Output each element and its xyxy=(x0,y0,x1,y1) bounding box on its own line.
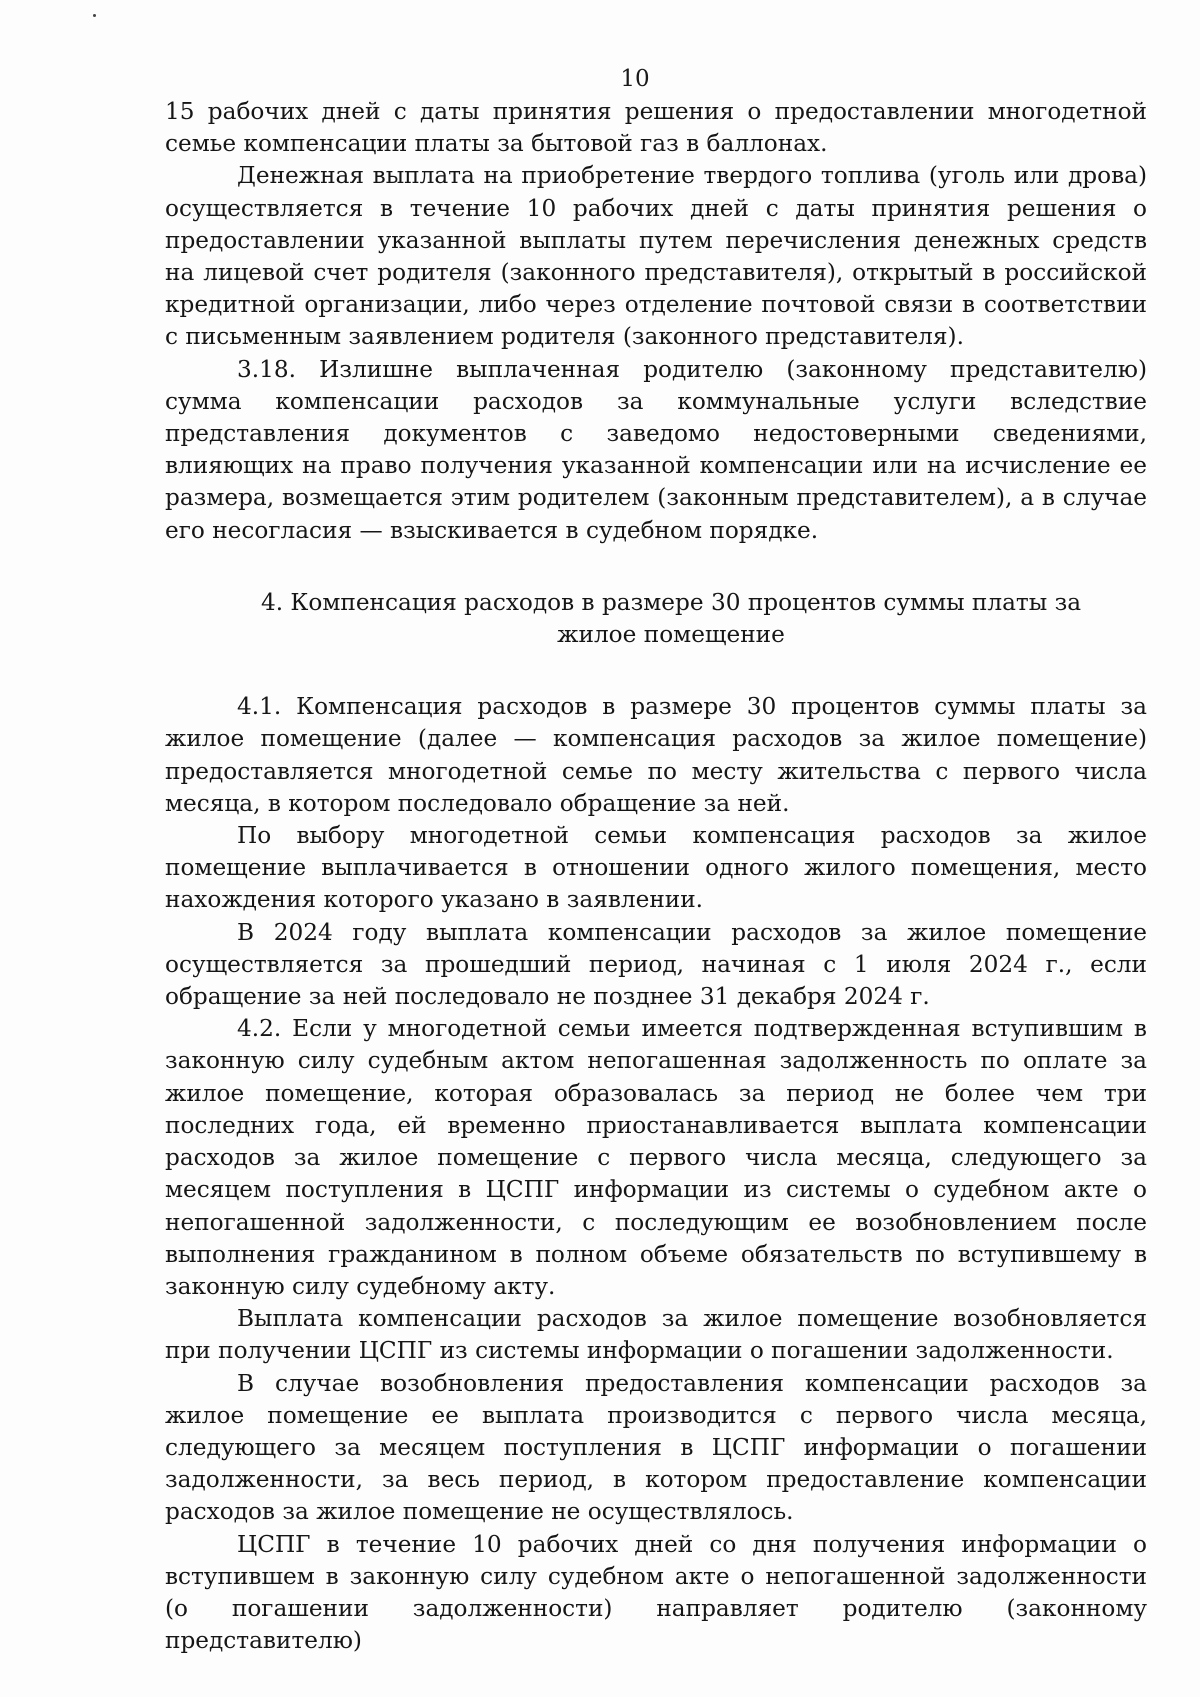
paragraph-notification: ЦСПГ в течение 10 рабочих дней со дня получения информации о вступившем в законную силу судебном акте о непогашенной задолженности (о погашении задолженности) направляет родителю (законному представителю) xyxy=(165,1530,1147,1655)
paragraph-3-18: 3.18. Излишне выплаченная родителю (законному представителю) сумма компенсации расходов за коммунальные услуги вследствие представления документов с заведомо недостоверными сведениями, влияющих на право получения указанной компенсации или на исчисление ее размера, возмещается этим родителем (законным представителем), а в случае его несогласия — взыскивается в судебном порядке. xyxy=(165,355,1147,544)
paragraph-resumption-terms: В случае возобновления предоставления компенсации расходов за жилое помещение ее выплата производится с первого числа месяца, следующего за месяцем поступления в ЦСПГ информации о погашении задолженности, за весь период, в котором предоставление компенсации расходов за жилое помещение не осуществлялось. xyxy=(165,1369,1147,1526)
paragraph-continuation: 15 рабочих дней с даты принятия решения о предоставлении многодетной семье компенсации платы за бытовой газ в баллонах. xyxy=(165,98,1147,158)
paragraph-resumption: Выплата компенсации расходов за жилое помещение возобновляется при получении ЦСПГ из системы информации о погашении задолженности. xyxy=(165,1305,1147,1365)
paragraph-solid-fuel-payment: Денежная выплата на приобретение твердого топлива (уголь или дрова) осуществляется в течение 10 рабочих дней с даты принятия решения о предоставлении указанной выплаты путем перечисления денежных средств на лицевой счет родителя (законного представителя), открытый в российской кредитной организации, либо через отделение почтовой связи в соответствии с письменным заявлением родителя (законного представителя). xyxy=(165,162,1147,351)
page-number: 10 xyxy=(620,66,650,92)
paragraph-2024-payment: В 2024 году выплата компенсации расходов за жилое помещение осуществляется за прошедший период, начиная с 1 июля 2024 г., если обращение за ней последовало не позднее 31 декабря 2024 г. xyxy=(165,918,1147,1011)
paragraph-4-2: 4.2. Если у многодетной семьи имеется подтвержденная вступившим в законную силу судебным актом непогашенная задолженность по оплате за жилое помещение, которая образовалась за период не более чем три последних года, ей временно приостанавливается выплата компенсации расходов за жилое помещение с первого числа месяца, следующего за месяцем поступления в ЦСПГ информации из системы о судебном акте о непогашенной задолженности, с последующим ее возобновлением после выполнения гражданином в полном объеме обязательств по вступившему в законную силу судебному акту. xyxy=(165,1015,1147,1300)
scan-speck xyxy=(93,14,96,17)
paragraph-4-1: 4.1. Компенсация расходов в размере 30 процентов суммы платы за жилое помещение (далее — компенсация расходов за жилое помещение) предоставляется многодетной семье по месту жительства с первого числа месяца, в котором последовало обращение за ней. xyxy=(165,693,1147,817)
paragraph-choice-of-dwelling: По выбору многодетной семьи компенсация расходов за жилое помещение выплачивается в отношении одного жилого помещения, место нахождения которого указано в заявлении. xyxy=(165,822,1147,914)
document-body xyxy=(165,96,1147,1657)
section-4-heading: 4. Компенсация расходов в размере 30 процентов суммы платы за жилое помещение xyxy=(260,588,1082,649)
